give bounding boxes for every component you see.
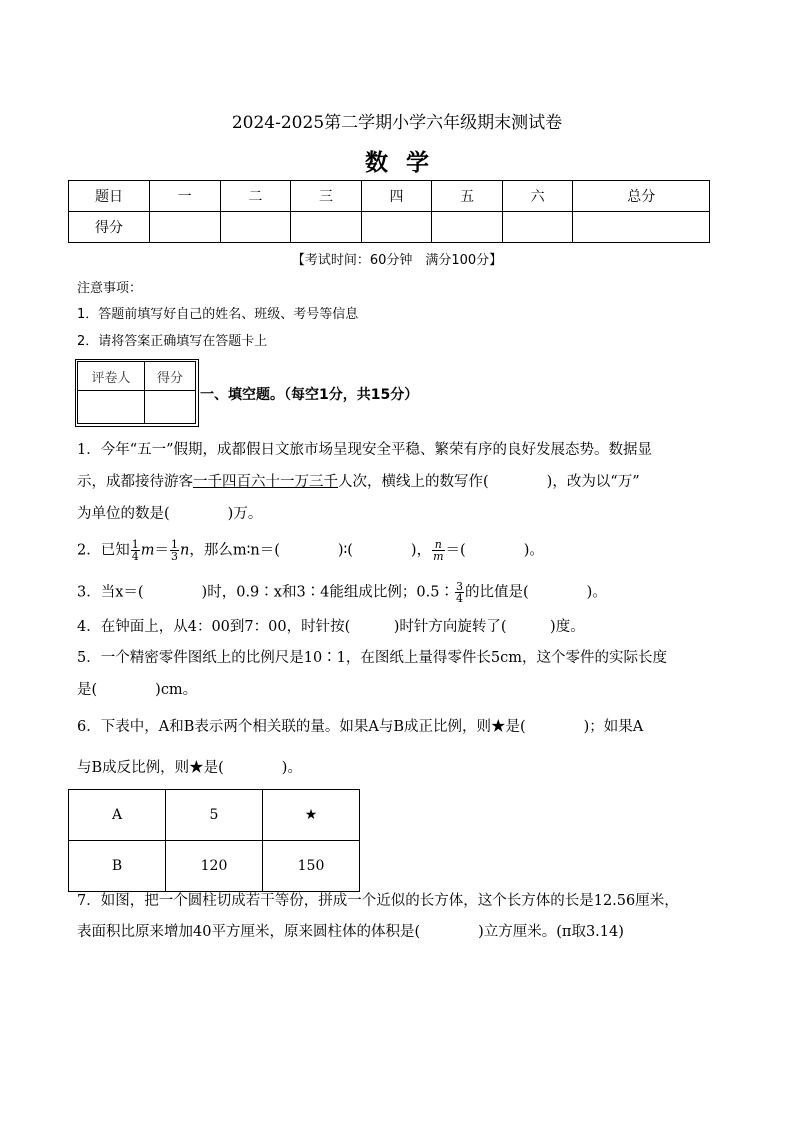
- fraction-denominator: m: [433, 550, 444, 563]
- ab-cell: B: [69, 841, 166, 892]
- score-table-header-row: [69, 181, 710, 212]
- score-cell: 三: [291, 181, 362, 212]
- question-5-line-2: 是( )cm。: [77, 682, 198, 698]
- score-input-cell[interactable]: [502, 212, 573, 243]
- variable: n: [179, 542, 190, 559]
- score-cell: 一: [150, 181, 221, 212]
- grader-name-cell[interactable]: [78, 391, 145, 424]
- fraction-numerator: 1: [131, 538, 139, 551]
- section-title: 一、填空题。（每空1分，共15分）: [200, 387, 419, 403]
- grader-score-label: 得分: [145, 362, 196, 391]
- q1-text: 人次，横线上的数写作( )，改为以“万”: [338, 474, 640, 490]
- q1-underlined-number: 一千四百六十一万三千: [193, 474, 338, 490]
- question-7-line-1: 7．如图，把一个圆柱切成若干等份，拼成一个近似的长方体，这个长方体的长是12.56厘米，: [77, 893, 679, 909]
- question-5-line-1: 5．一个精密零件图纸上的比例尺是10∶1，在图纸上量得零件长5cm，这个零件的实际长度: [77, 650, 667, 666]
- q2-text: 2．已知: [77, 542, 130, 559]
- fraction-denominator: 4: [131, 550, 139, 563]
- ab-cell: 120: [166, 841, 263, 892]
- score-cell: 总分: [573, 181, 710, 212]
- ab-cell: A: [69, 790, 166, 841]
- question-1-line-1: 1．今年“五一”假期，成都假日文旅市场呈现安全平稳、繁荣有序的良好发展态势。数据显: [77, 442, 653, 458]
- q3-text: 3．当x＝( )时，0.9∶x和3∶4能组成比例；0.5∶: [77, 584, 454, 601]
- score-table: [68, 180, 710, 243]
- score-cell: 六: [502, 181, 573, 212]
- question-3: [77, 581, 607, 604]
- fraction: [432, 539, 444, 562]
- fraction-denominator: 4: [455, 592, 463, 605]
- notes-item: 2．请将答案正确填写在答题卡上: [77, 334, 268, 349]
- q1-text: 示，成都接待游客: [77, 474, 193, 490]
- ab-cell: 150: [263, 841, 360, 892]
- question-1-line-3: 为单位的数是( )万。: [77, 506, 263, 522]
- score-input-cell[interactable]: [432, 212, 503, 243]
- ab-table-row: [69, 790, 360, 841]
- score-cell: 题日: [69, 181, 150, 212]
- ab-cell: ★: [263, 790, 360, 841]
- subject-title: 数学: [365, 149, 447, 176]
- notes-item: 1．答题前填写好自己的姓名、班级、考号等信息: [77, 307, 359, 322]
- question-4: 4．在钟面上，从4：00到7：00，时针按( )时针方向旋转了( )度。: [77, 619, 585, 635]
- score-input-cell[interactable]: [150, 212, 221, 243]
- exam-info: 【考试时间：60分钟 满分100分】: [291, 253, 503, 268]
- fraction-denominator: 3: [170, 550, 178, 563]
- ab-table-row: [69, 841, 360, 892]
- grader-table: [77, 361, 196, 424]
- fraction: [170, 539, 179, 562]
- ab-table: [68, 789, 360, 892]
- score-cell: 四: [361, 181, 432, 212]
- score-cell: 二: [220, 181, 291, 212]
- q3-text: 的比值是( )。: [464, 584, 607, 601]
- question-2: [77, 539, 544, 562]
- equals-sign: ＝: [154, 542, 169, 559]
- fraction-numerator: n: [432, 539, 444, 551]
- score-cell: 五: [432, 181, 503, 212]
- question-7-line-2: 表面积比原来增加40平方厘米，原来圆柱体的体积是( )立方厘米。(π取3.14): [77, 924, 624, 940]
- score-table-score-row: [69, 212, 710, 243]
- question-6-line-2: 与B成反比例，则★是( )。: [77, 760, 302, 776]
- question-1-line-2: [77, 472, 640, 492]
- fraction-numerator: 3: [455, 580, 463, 593]
- grader-score-cell[interactable]: [145, 391, 196, 424]
- variable: m: [140, 542, 155, 559]
- score-input-cell[interactable]: [220, 212, 291, 243]
- score-input-cell[interactable]: [361, 212, 432, 243]
- score-input-cell[interactable]: [573, 212, 710, 243]
- score-input-cell[interactable]: [291, 212, 362, 243]
- grader-label: 评卷人: [78, 362, 145, 391]
- exam-title: 2024-2025第二学期小学六年级期末测试卷: [231, 113, 563, 133]
- fraction: [131, 539, 140, 562]
- question-6-line-1: 6．下表中，A和B表示两个相关联的量。如果A与B成正比例，则★是( )；如果A: [77, 719, 644, 735]
- fraction: [455, 581, 464, 604]
- fraction-numerator: 1: [170, 538, 178, 551]
- notes-heading: 注意事项：: [77, 281, 143, 296]
- ab-cell: 5: [166, 790, 263, 841]
- q2-text: ，那么m∶n＝( )∶( )，: [189, 542, 432, 559]
- score-row-label: 得分: [69, 212, 150, 243]
- q2-text: ＝( )。: [445, 542, 544, 559]
